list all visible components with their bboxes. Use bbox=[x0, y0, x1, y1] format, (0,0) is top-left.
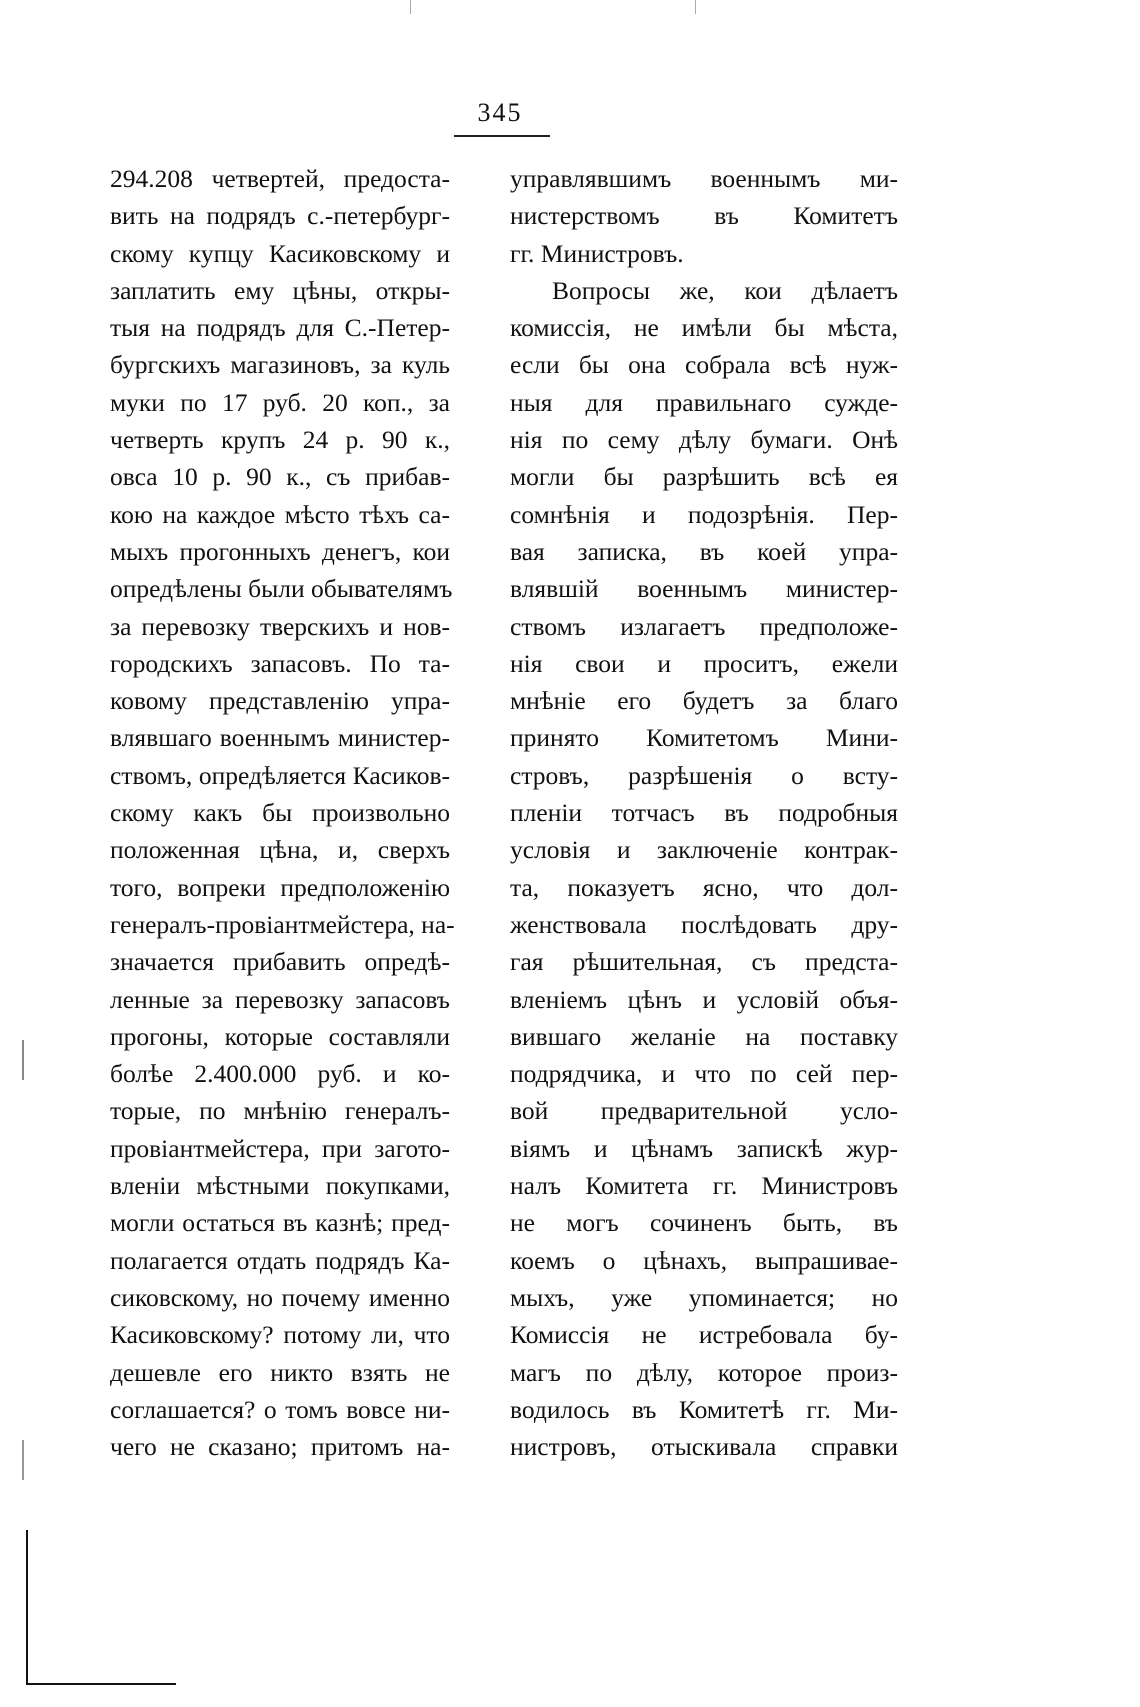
text-line: вить на подрядъ с.-петербург- bbox=[110, 201, 450, 231]
text-line: сиковскому, но почему именно bbox=[110, 1282, 450, 1312]
text-line: вленіи мѣстными покупками, bbox=[110, 1171, 450, 1201]
text-line: водилось въ Комитетѣ гг. Ми- bbox=[510, 1394, 898, 1424]
text-line: влявшаго военнымъ министер- bbox=[110, 723, 450, 753]
text-line: вившаго желаніе на поставку bbox=[510, 1021, 898, 1051]
text-line: управлявшимъ военнымъ ми- bbox=[510, 164, 898, 193]
text-line: сомнѣнія и подозрѣнія. Пер- bbox=[510, 499, 898, 529]
text-line: чего не сказано; притомъ на- bbox=[110, 1432, 450, 1462]
text-line: віямъ и цѣнамъ запискѣ жур- bbox=[510, 1133, 898, 1163]
text-line: гг. Министровъ. bbox=[510, 238, 684, 268]
left-text-column bbox=[110, 160, 455, 1465]
text-line: могли бы разрѣшить всѣ ея bbox=[510, 462, 898, 492]
text-line: торые, по мнѣнію генералъ- bbox=[110, 1096, 450, 1126]
text-line: ствомъ, опредѣляется Касиков- bbox=[110, 760, 450, 790]
text-line: вленіемъ цѣнъ и условій объя- bbox=[510, 984, 898, 1014]
text-line: дешевле его никто взять не bbox=[110, 1357, 450, 1387]
text-line: нія свои и проситъ, ежели bbox=[510, 648, 898, 678]
page-number-rule bbox=[454, 135, 550, 137]
page-number: 345 bbox=[477, 98, 523, 127]
text-line: городскихъ запасовъ. По та- bbox=[110, 648, 450, 678]
text-line: пленіи тотчасъ въ подробныя bbox=[510, 798, 898, 828]
text-line: могли остаться въ казнѣ; пред- bbox=[110, 1208, 450, 1238]
text-line: ныя для правильнаго сужде- bbox=[510, 387, 898, 417]
text-line: налъ Комитета гг. Министровъ bbox=[510, 1171, 898, 1201]
right-text-column bbox=[510, 160, 898, 1465]
text-line: влявшій военнымъ министер- bbox=[510, 574, 898, 604]
text-line: ковому представленію упра- bbox=[110, 686, 450, 716]
text-line: нистерствомъ въ Комитетъ bbox=[510, 201, 898, 231]
text-line: овса 10 р. 90 к., съ прибав- bbox=[110, 462, 450, 492]
text-line: скому купцу Касиковскому и bbox=[110, 238, 450, 268]
text-line: коемъ о цѣнахъ, выпрашивае- bbox=[510, 1245, 898, 1275]
text-line: мыхъ, уже упоминается; но bbox=[510, 1282, 898, 1312]
text-line: кою на каждое мѣсто тѣхъ са- bbox=[110, 499, 450, 529]
text-line: Вопросы же, кои дѣлаетъ bbox=[552, 275, 898, 305]
margin-bracket-base bbox=[26, 1683, 176, 1685]
text-line: муки по 17 руб. 20 коп., за bbox=[110, 387, 450, 417]
text-line: вой предварительной усло- bbox=[510, 1096, 898, 1126]
text-line: ленные за перевозку запасовъ bbox=[110, 984, 450, 1014]
text-line: принято Комитетомъ Мини- bbox=[510, 723, 898, 753]
text-line: 294.208 четвертей, предоста- bbox=[110, 164, 450, 193]
text-line: прогоны, которые составляли bbox=[110, 1021, 450, 1051]
text-line: заплатить ему цѣны, откры- bbox=[110, 275, 450, 305]
text-line: четверть крупъ 24 р. 90 к., bbox=[110, 425, 450, 455]
text-line: комиссія, не имѣли бы мѣста, bbox=[510, 313, 898, 343]
text-line: за перевозку тверскихъ и нов- bbox=[110, 611, 450, 641]
text-line: гая рѣшительная, съ предста- bbox=[510, 947, 898, 977]
text-line: магъ по дѣлу, которое произ- bbox=[510, 1357, 898, 1387]
text-line: та, показуетъ ясно, что дол- bbox=[510, 872, 898, 902]
text-line: болѣе 2.400.000 руб. и ко- bbox=[110, 1059, 450, 1089]
text-line: положенная цѣна, и, сверхъ bbox=[110, 835, 450, 865]
text-line: мыхъ прогонныхъ денегъ, кои bbox=[110, 536, 450, 566]
text-line: вая записка, въ коей упра- bbox=[510, 536, 898, 566]
text-line: подрядчика, и что по сей пер- bbox=[510, 1059, 898, 1089]
text-line: провіантмейстера, при загото- bbox=[110, 1133, 450, 1163]
text-line: бургскихъ магазиновъ, за куль bbox=[110, 350, 450, 380]
text-line: Комиссія не истребовала бу- bbox=[510, 1320, 898, 1350]
text-line: нія по сему дѣлу бумаги. Онѣ bbox=[510, 425, 898, 455]
text-line: Касиковскому? потому ли, что bbox=[110, 1320, 450, 1350]
text-line: женствовала послѣдовать дру- bbox=[510, 909, 898, 939]
text-line: нистровъ, отыскивала справки bbox=[510, 1432, 898, 1462]
text-line: скому какъ бы произвольно bbox=[110, 798, 450, 828]
text-line: генералъ-провіантмейстера, на- bbox=[110, 909, 455, 939]
text-line: если бы она собрала всѣ нуж- bbox=[510, 350, 898, 380]
text-line: условія и заключеніе контрак- bbox=[510, 835, 898, 865]
scan-mark bbox=[410, 0, 411, 14]
text-line: стровъ, разрѣшенія о всту- bbox=[510, 760, 898, 790]
text-line: мнѣніе его будетъ за благо bbox=[510, 686, 898, 716]
text-line: соглашается? о томъ вовсе ни- bbox=[110, 1394, 450, 1424]
margin-mark bbox=[22, 1440, 24, 1480]
text-line: не могъ сочиненъ быть, въ bbox=[510, 1208, 898, 1238]
text-line: полагается отдать подрядъ Ка- bbox=[110, 1245, 450, 1275]
text-line: тыя на подрядъ для С.-Петер- bbox=[110, 313, 450, 343]
text-line: ствомъ излагаетъ предположе- bbox=[510, 611, 898, 641]
margin-bracket bbox=[26, 1530, 28, 1685]
text-line: опредѣлены были обывателямъ bbox=[110, 574, 453, 604]
scan-mark bbox=[695, 0, 696, 14]
margin-mark bbox=[22, 1040, 24, 1080]
text-line: того, вопреки предположенію bbox=[110, 872, 450, 902]
text-line: значается прибавить опредѣ- bbox=[110, 947, 450, 977]
